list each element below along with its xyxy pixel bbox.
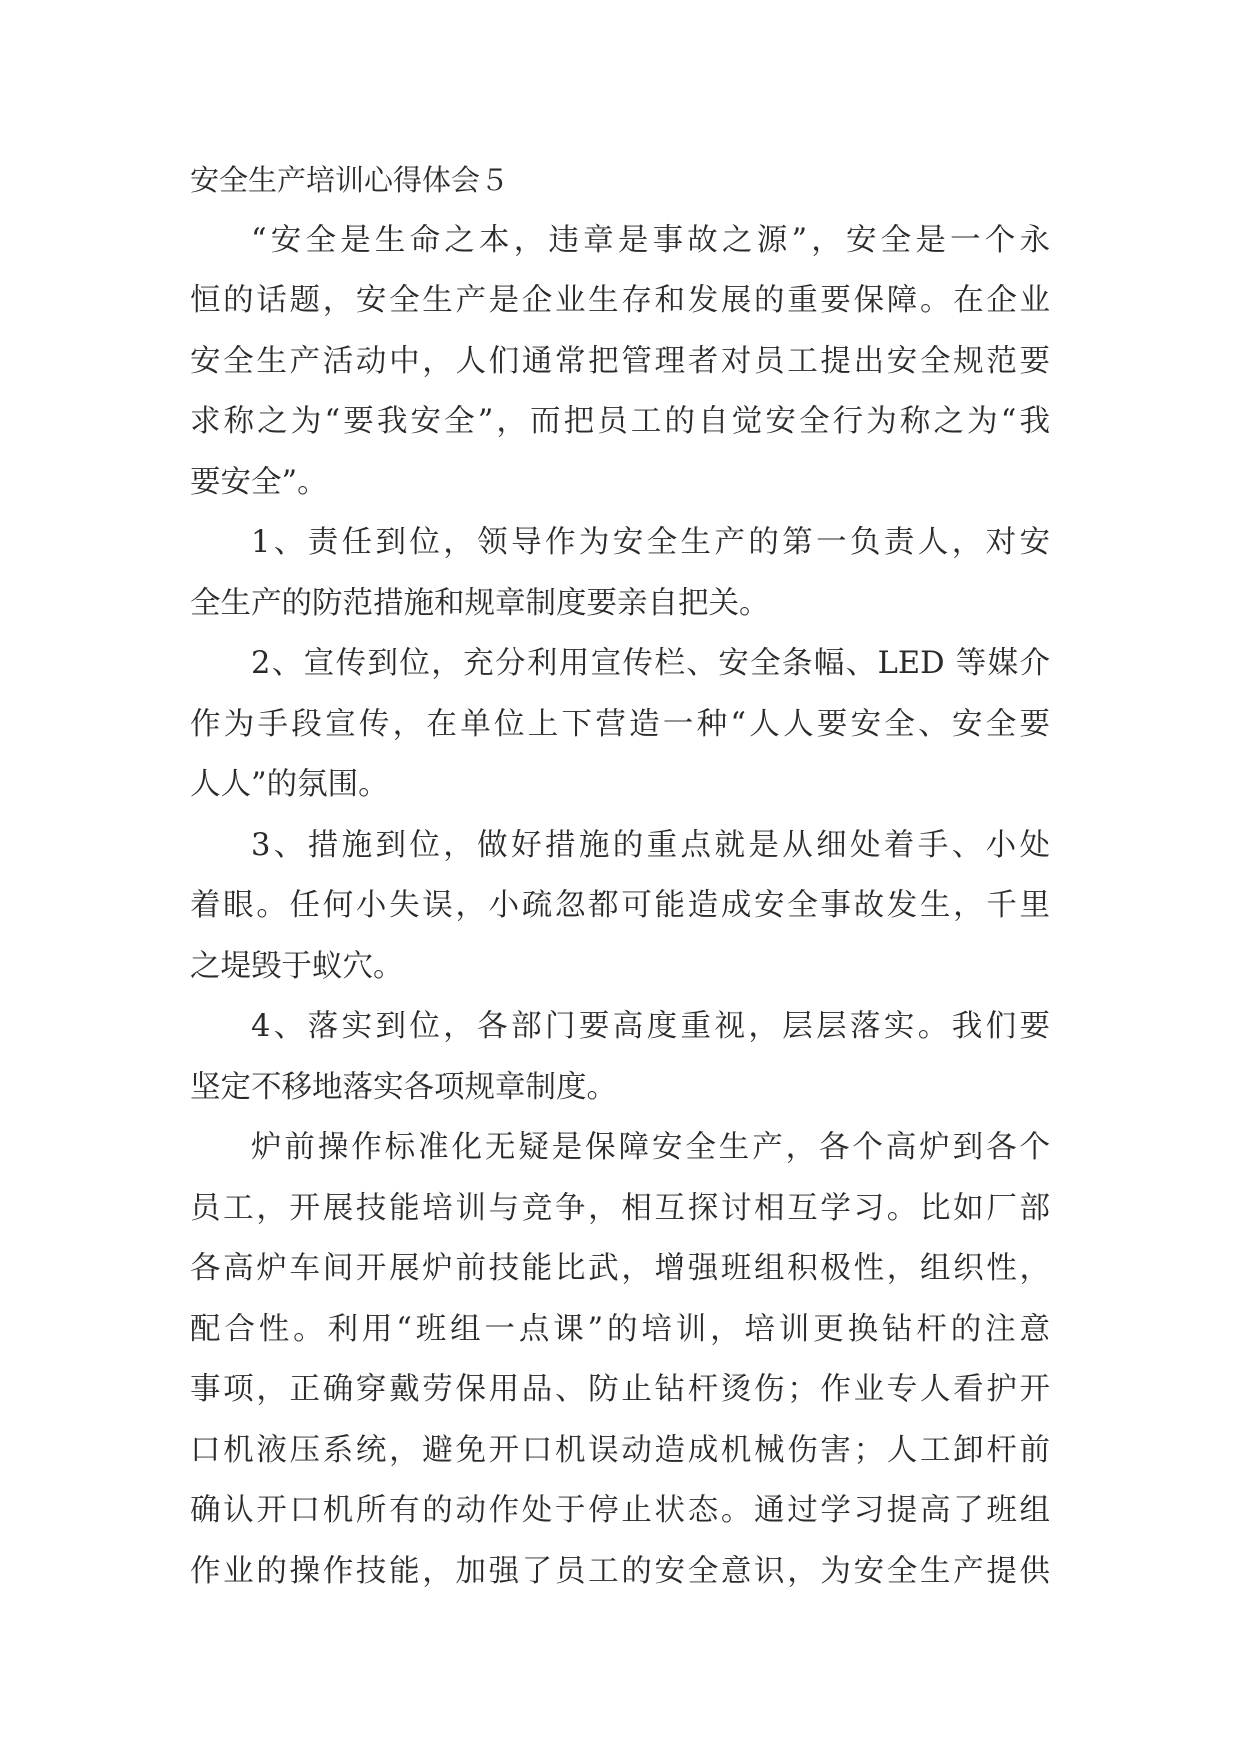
- text-line: 各高炉车间开展炉前技能比武，增强班组积极性，组织性，: [190, 1251, 1050, 1286]
- text-line: 求称之为“要我安全”，而把员工的自觉安全行为称之为“我: [190, 404, 1050, 439]
- text-line: 着眼。任何小失误，小疏忽都可能造成安全事故发生，千里: [190, 888, 1050, 923]
- text-line: 确认开口机所有的动作处于停止状态。通过学习提高了班组: [190, 1493, 1050, 1528]
- text-line: 事项，正确穿戴劳保用品、防止钻杆烫伤；作业专人看护开: [190, 1372, 1050, 1407]
- document-title: 安全生产培训心得体会５: [190, 163, 510, 197]
- text-line: 作业的操作技能，加强了员工的安全意识，为安全生产提供: [190, 1553, 1050, 1589]
- text-line: 作为手段宣传，在单位上下营造一种“人人要安全、安全要: [190, 706, 1050, 742]
- text-line: 1、责任到位，领导作为安全生产的第一负责人，对安: [251, 525, 1050, 560]
- text-line: 安全生产活动中，人们通常把管理者对员工提出安全规范要: [190, 343, 1050, 379]
- text-line: 2、宣传到位，充分利用宣传栏、安全条幅、LED 等媒介: [251, 646, 1050, 681]
- text-line: 配合性。利用“班组一点课”的培训，培训更换钻杆的注意: [190, 1311, 1050, 1347]
- text-line: 恒的话题，安全生产是企业生存和发展的重要保障。在企业: [190, 283, 1050, 318]
- text-line: 人人”的氛围。: [190, 767, 389, 802]
- text-line: 全生产的防范措施和规章制度要亲自把关。: [190, 585, 770, 621]
- text-line: 口机液压系统，避免开口机误动造成机械伤害；人工卸杆前: [190, 1432, 1050, 1468]
- text-line: 3、措施到位，做好措施的重点就是从细处着手、小处: [251, 827, 1050, 863]
- text-line: 4、落实到位，各部门要高度重视，层层落实。我们要: [251, 1009, 1050, 1044]
- text-line: 炉前操作标准化无疑是保障安全生产，各个高炉到各个: [251, 1130, 1050, 1165]
- document-body: [190, 150, 1050, 1602]
- text-line: “安全是生命之本，违章是事故之源”，安全是一个永: [251, 222, 1050, 258]
- text-line: 要安全”。: [190, 464, 328, 500]
- text-line: 之堤毁于蚁穴。: [190, 948, 404, 984]
- text-line: 员工，开展技能培训与竞争，相互探讨相互学习。比如厂部: [190, 1190, 1050, 1226]
- text-line: 坚定不移地落实各项规章制度。: [190, 1069, 617, 1105]
- paragraph-lines: [190, 211, 1050, 1603]
